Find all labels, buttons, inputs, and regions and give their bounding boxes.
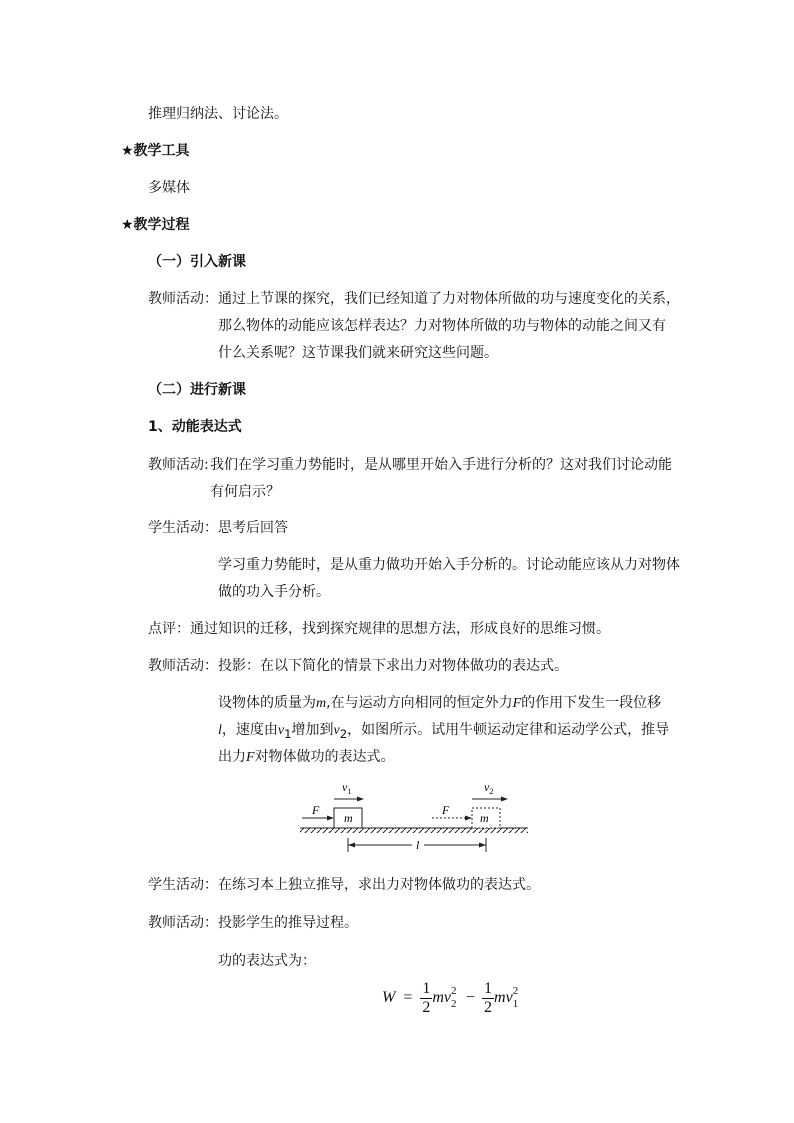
arrow-head	[348, 843, 355, 848]
subsection-kinetic-energy: 1、动能表达式	[148, 419, 242, 435]
section-new-lesson: （二）进行新课	[148, 382, 246, 398]
arrow-head	[327, 816, 334, 821]
student-activity-label: 学生活动：	[148, 520, 218, 536]
velocity-label-v2: $v_2$	[484, 780, 494, 796]
teacher-activity-text: 那么物体的动能应该怎样表达？力对物体所做的功与物体的动能之间又有	[218, 318, 666, 334]
mass-label-right: m	[480, 811, 489, 825]
student-answer-text: 学习重力势能时，是从重力做功开始入手分析的。讨论动能应该从力对物体	[218, 557, 680, 573]
problem-text-line-3: 出力F对物体做功的表达式。	[218, 749, 395, 765]
student-activity-label: 学生活动：	[148, 877, 218, 893]
tools-line: 多媒体	[148, 180, 190, 196]
force-label-left: F	[312, 803, 320, 817]
force-label-right: F	[442, 803, 450, 817]
teacher-activity-text: 我们在学习重力势能时，是从哪里开始入手进行分析的？这对我们讨论动能	[210, 457, 672, 473]
student-activity-text: 思考后回答	[218, 520, 288, 536]
teacher-activity-text: 什么关系呢？这节课我们就来研究这些问题。	[218, 345, 498, 361]
teacher-activity-text: 投影学生的推导过程。	[218, 915, 358, 931]
teacher-activity-label: 教师活动：	[148, 658, 218, 674]
mass-label-left: m	[344, 811, 353, 825]
problem-text-line-2: l，速度由$v_1$增加到$v_2$，如图所示。试用牛顿运动定律和运动学公式，推导	[218, 722, 670, 741]
student-activity-text: 在练习本上独立推导，求出力对物体做功的表达式。	[218, 877, 540, 893]
teacher-activity-label: 教师活动:	[148, 457, 209, 473]
comment-line: 点评：通过知识的迁移，找到探究规律的思想方法，形成良好的思维习惯。	[148, 621, 610, 637]
work-formula: W = $\frac{1}{2}$ mv 2 2 − $\frac{1}{2}$ mv 2 1	[382, 980, 519, 1016]
fraction-half: $\frac{1}{2}$	[422, 980, 431, 1016]
arrow-head	[357, 797, 364, 802]
teacher-activity-text: 通过上节课的探究，我们已经知道了力对物体所做的功与速度变化的关系，	[218, 291, 680, 307]
teacher-activity-text: 有何启示？	[210, 484, 280, 500]
heading-teaching-process: ★教学过程	[121, 217, 190, 233]
teacher-activity-label: 教师活动：	[148, 915, 218, 931]
ground-hatch	[300, 828, 528, 833]
velocity-label-v1: $v_1$	[342, 780, 352, 796]
problem-text-line-1: 设物体的质量为m,在与运动方向相同的恒定外力F的作用下发生一段位移	[218, 695, 662, 711]
formula-intro: 功的表达式为：	[218, 953, 316, 969]
teacher-activity-text: 投影：在以下简化的情景下求出力对物体做功的表达式。	[218, 658, 568, 674]
method-line: 推理归纳法、讨论法。	[148, 106, 288, 122]
motion-diagram	[296, 776, 536, 856]
fraction-half: $\frac{1}{2}$	[484, 980, 493, 1016]
arrow-head	[479, 843, 486, 848]
teacher-activity-label: 教师活动：	[148, 291, 218, 307]
student-answer-text: 做的功入手分析。	[218, 584, 330, 600]
arrow-head	[465, 816, 472, 821]
displacement-label: l	[416, 838, 420, 852]
arrow-head	[501, 797, 508, 802]
section-intro: （一）引入新课	[148, 254, 246, 270]
heading-teaching-tools: ★教学工具	[121, 143, 190, 159]
